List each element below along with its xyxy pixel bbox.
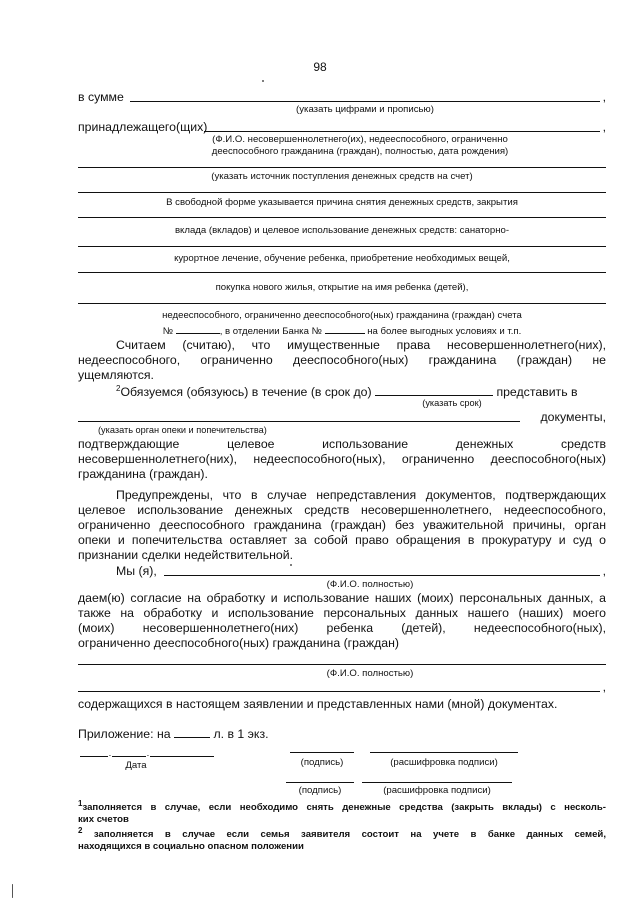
signature-2-line[interactable] [286,782,354,783]
consent-extra-line[interactable] [78,691,600,692]
footnote-2-line-2: находящихся в социально опасном положении [78,841,304,853]
footnote-1-mark: 1 [78,799,83,808]
footnote-2-line-1: заполняется в случае если семья заявителя состоит на учете в банке данных семей, [93,829,606,841]
consent-line-3: (моих) несовершеннолетнего(них) ребенка (детей), недееспособного(ных), [78,621,606,635]
account-line [78,322,606,337]
oblige-line-2: несовершеннолетнего(них), недееспособного(ных), ограниченно дееспособного(ных) [78,452,606,466]
consent-extra-comma: , [602,680,606,694]
term-blank[interactable] [375,384,493,396]
attachment-row [78,726,606,741]
owner-input-line[interactable] [204,131,600,132]
consider-line-3: ущемляются. [78,368,154,382]
date-day-line[interactable] [80,756,108,757]
reason-hint-1: В свободной форме указывается причина снятия денежных средств, закрытия [166,197,518,208]
we-label: Мы (я), [116,564,157,578]
decode-1-label: (расшифровка подписи) [390,757,498,768]
reason-line-3[interactable] [78,246,606,247]
consent-line-4: ограниченно дееспособного(ных) гражданина (граждан) [78,636,399,650]
attachment-pages-blank[interactable] [174,726,210,738]
documents-label: документы, [540,410,606,424]
date-sep-1: . [108,748,112,759]
consent-line-5: содержащихся в настоящем заявлении и представленных нами (мной) документах. [78,697,558,711]
organ-input-line[interactable] [78,421,520,422]
oblige-footnote-mark: 2 [116,384,121,393]
organ-hint: (указать орган опеки и попечительства) [98,425,267,435]
speck-2 [290,564,292,566]
reason-hint-4: покупка нового жилья, открытие на имя ребенка (детей), [215,282,469,293]
consent-paragraph [78,591,606,651]
sum-label: в сумме [78,90,124,104]
consent-fio-line[interactable] [78,664,606,665]
page-number: 98 [313,60,327,74]
reason-hint-3: курортное лечение, обучение ребенка, приобретение необходимых вещей, [174,253,510,264]
bank-branch-blank[interactable] [325,322,365,334]
reason-line-1[interactable] [78,192,606,193]
oblige-line-3: гражданина (граждан). [78,467,208,481]
consent-line-2: также на обработку и использование персональных данных нашего (наших) моего [78,606,606,620]
scan-edge-mark [12,884,13,898]
sum-input-line[interactable] [130,101,600,102]
term-hint: (указать срок) [422,398,482,408]
footnote-1-line-2: ких счетов [78,814,129,826]
consider-line-1: Считаем (считаю), что имущественные права несовершеннолетнего(них), [116,338,606,352]
sum-comma: , [602,90,606,104]
bank-branch-label: , в отделении Банка № [219,326,322,337]
date-label: Дата [125,760,147,771]
signature-2-label: (подпись) [298,785,342,796]
decode-2-line[interactable] [362,782,512,783]
sum-hint: (указать цифрами и прописью) [296,104,434,115]
warning-paragraph [78,488,606,563]
we-input-line[interactable] [164,575,600,576]
signature-1-line[interactable] [290,752,354,753]
consider-line-2: недееспособного, ограниченно дееспособного(ных) гражданина (граждан) не [78,353,606,367]
organ-field-row [78,408,606,424]
warning-line-2: целевое использование денежных средств несовершеннолетнего, недееспособного, [78,503,606,517]
account-conditions: на более выгодных условиях и т.п. [367,326,522,337]
reason-line-2[interactable] [78,217,606,218]
owner-hint-2: дееспособного гражданина (граждан), полностью, дата рождения) [211,146,509,157]
reason-hint-5: недееспособного, ограниченно дееспособного(ных) гражданина (граждан) счета [162,310,522,321]
account-no-label: № [162,326,174,337]
consent-line-1: даем(ю) согласие на обработку и использование наших (моих) персональных данных, а [78,591,606,605]
footnote-2 [78,825,606,853]
consent-fio-hint: (Ф.И.О. полностью) [326,668,414,679]
attachment-label: Приложение: на [78,727,171,741]
owner-comma: , [602,120,606,134]
date-sep-2: . [146,748,150,759]
we-comma: , [602,564,606,578]
owner-hint-1: (Ф.И.О. несовершеннолетнего(их), недееспособного, ограниченно [212,134,508,145]
warning-line-5: признании сделки недействительной. [78,548,294,562]
warning-line-4: опеки и попечительства оставляет за собой право обращения в прокуратуру и суд о [78,533,606,547]
footnote-1-line-1: заполняется в случае, если необходимо снять денежные средства (закрыть вклады) с несколь- [82,802,606,814]
owner-field-row [78,118,606,134]
signature-1-label: (подпись) [300,757,344,768]
consent-extra-row [78,678,606,694]
source-hint: (указать источник поступления денежных средств на счет) [211,171,473,182]
date-month-line[interactable] [112,756,146,757]
decode-2-label: (расшифровка подписи) [383,785,491,796]
decode-1-line[interactable] [370,752,518,753]
owner-label: принадлежащего(щих) [78,120,208,134]
source-input-line[interactable] [78,167,606,168]
consider-paragraph [78,338,606,383]
reason-hint-2: вклада (вкладов) и целевое использование денежных средств: санаторно- [174,225,510,236]
we-field-row [116,562,606,578]
date-year-line[interactable] [150,756,214,757]
footnote-1 [78,798,606,826]
warning-line-3: ограниченно дееспособного гражданина (граждан) без уважительной причины, орган [78,518,606,532]
reason-line-4[interactable] [78,272,606,273]
sum-field-row [78,88,606,104]
oblige-paragraph [78,437,606,482]
footnote-2-mark: 2 [78,826,83,835]
speck [262,80,264,82]
account-no-blank[interactable] [176,322,220,334]
oblige-line-1: подтверждающие целевое использование денежных средств [78,437,606,451]
attachment-copies: л. в 1 экз. [213,727,269,741]
reason-line-5[interactable] [78,303,606,304]
oblige-row [116,382,606,399]
we-hint: (Ф.И.О. полностью) [326,579,414,590]
oblige-text-a: Обязуемся (обязуюсь) в течение (в срок до) [120,385,372,400]
oblige-text-b: представить в [496,385,578,400]
warning-line-1: Предупреждены, что в случае непредставления документов, подтверждающих [116,488,606,502]
